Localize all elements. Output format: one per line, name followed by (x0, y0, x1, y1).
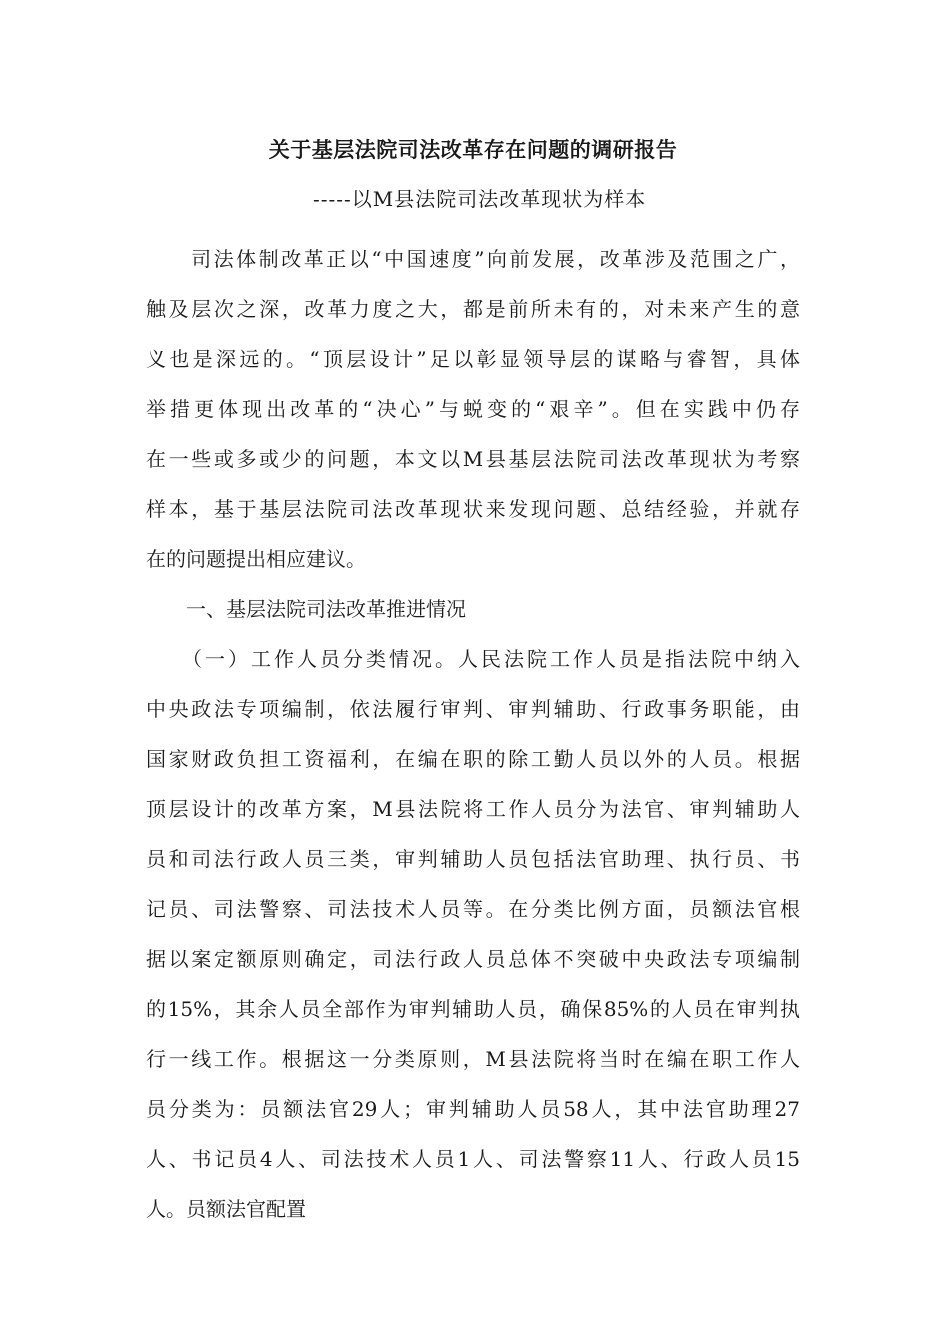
body-line: 记员、司法警察、司法技术人员等。在分类比例方面，员额法官根 (146, 897, 800, 921)
body-line: 样本，基于基层法院司法改革现状来发现问题、总结经验，并就存 (146, 497, 800, 521)
body-line: 国家财政负担工资福利，在编在职的除工勤人员以外的人员。根据 (146, 747, 800, 771)
body-line: 人。员额法官配置 (146, 1197, 306, 1221)
body-line: 触及层次之深，改革力度之大，都是前所未有的，对未来产生的意 (146, 297, 800, 321)
body-line: 人、书记员4人、司法技术人员1人、司法警察11人、行政人员15 (146, 1147, 800, 1171)
body-line: 中央政法专项编制，依法履行审判、审判辅助、行政事务职能，由 (146, 697, 800, 721)
document-subtitle: -----以M县法院司法改革现状为样本 (313, 187, 647, 211)
body-line: 的15%，其余人员全部作为审判辅助人员，确保85%的人员在审判执 (146, 997, 800, 1021)
body-line: 据以案定额原则确定，司法行政人员总体不突破中央政法专项编制 (146, 947, 800, 971)
document-title: 关于基层法院司法改革存在问题的调研报告 (268, 137, 678, 162)
body-line: 员分类为：员额法官29人；审判辅助人员58人，其中法官助理27 (146, 1097, 800, 1121)
body-line: 员和司法行政人员三类，审判辅助人员包括法官助理、执行员、书 (146, 847, 800, 871)
document-body (146, 234, 800, 1234)
body-line: 行一线工作。根据这一分类原则，M县法院将当时在编在职工作人 (146, 1047, 800, 1071)
body-line: 司法体制改革正以“中国速度”向前发展，改革涉及范围之广， (146, 247, 800, 271)
body-line: 顶层设计的改革方案，M县法院将工作人员分为法官、审判辅助人 (146, 797, 800, 821)
body-line: 在一些或多或少的问题，本文以M县基层法院司法改革现状为考察 (146, 447, 800, 471)
body-line: （一）工作人员分类情况。人民法院工作人员是指法院中纳入 (146, 647, 800, 671)
body-line: 举措更体现出改革的“决心”与蜕变的“艰辛”。但在实践中仍存 (146, 397, 800, 421)
section-heading: 一、基层法院司法改革推进情况 (146, 597, 466, 621)
body-line: 在的问题提出相应建议。 (146, 547, 366, 571)
body-line: 义也是深远的。“顶层设计”足以彰显领导层的谋略与睿智，具体 (146, 347, 800, 371)
